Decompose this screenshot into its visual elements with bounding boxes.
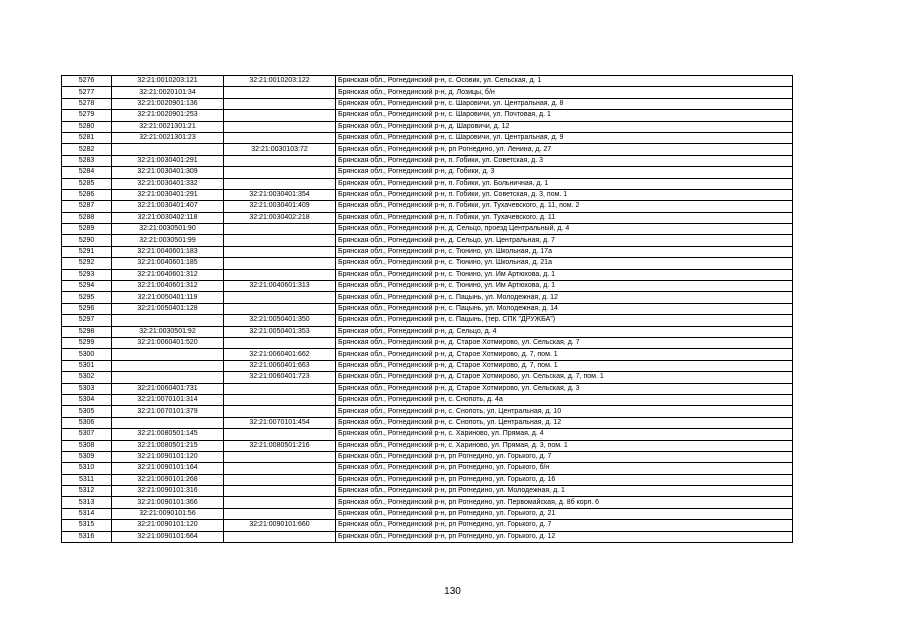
- related-cadastral-number-cell: 32:21:0030401:409: [224, 201, 336, 212]
- table-row: [62, 486, 793, 497]
- address-cell: Брянская обл., Рогнединский р-н, с. Тюнино, ул. Им Артюхова, д. 1: [336, 281, 793, 292]
- address-cell: Брянская обл., Рогнединский р-н, рп Рогнедино, ул. Горького, д. 16: [336, 474, 793, 485]
- address-cell: Брянская обл., Рогнединский р-н, рп Рогнедино, ул. Первомайская, д. 8б корп. 6: [336, 497, 793, 508]
- cadastral-number-cell: 32:21:0060401:520: [112, 337, 224, 348]
- table-row: [62, 315, 793, 326]
- row-number-cell: 5290: [62, 235, 112, 246]
- row-number-cell: 5302: [62, 372, 112, 383]
- table-row: [62, 372, 793, 383]
- cadastral-number-cell: 32:21:0030501:99: [112, 235, 224, 246]
- related-cadastral-number-cell: [224, 110, 336, 121]
- table-row: [62, 155, 793, 166]
- address-cell: Брянская обл., Рогнединский р-н, с. Хариново, ул. Прямая, д. 4: [336, 429, 793, 440]
- table-row: [62, 132, 793, 143]
- cadastral-number-cell: 32:21:0030501:92: [112, 326, 224, 337]
- row-number-cell: 5304: [62, 394, 112, 405]
- address-cell: Брянская обл., Рогнединский р-н, с. Шаровичи, ул. Центральная, д. 9: [336, 132, 793, 143]
- row-number-cell: 5292: [62, 258, 112, 269]
- row-number-cell: 5297: [62, 315, 112, 326]
- address-cell: Брянская обл., Рогнединский р-н, п. Гобики, ул. Больничная, д. 1: [336, 178, 793, 189]
- address-cell: Брянская обл., Рогнединский р-н, с. Шаровичи, ул. Центральная, д. 8: [336, 98, 793, 109]
- related-cadastral-number-cell: [224, 508, 336, 519]
- table-row: [62, 269, 793, 280]
- address-cell: Брянская обл., Рогнединский р-н, с. Шаровичи, ул. Почтовая, д. 1: [336, 110, 793, 121]
- row-number-cell: 5285: [62, 178, 112, 189]
- row-number-cell: 5316: [62, 531, 112, 542]
- related-cadastral-number-cell: [224, 337, 336, 348]
- cadastral-number-cell: 32:21:0080501:145: [112, 429, 224, 440]
- address-cell: Брянская обл., Рогнединский р-н, д. Старое Хотмирово, д. 7, пом. 1: [336, 349, 793, 360]
- row-number-cell: 5311: [62, 474, 112, 485]
- address-cell: Брянская обл., Рогнединский р-н, п. Гобики, ул. Советская, д. 3, пом. 1: [336, 189, 793, 200]
- table-row: [62, 463, 793, 474]
- row-number-cell: 5281: [62, 132, 112, 143]
- address-cell: Брянская обл., Рогнединский р-н, д. Старое Хотмирово, ул. Сельская, д. 3: [336, 383, 793, 394]
- related-cadastral-number-cell: [224, 132, 336, 143]
- row-number-cell: 5291: [62, 246, 112, 257]
- address-cell: Брянская обл., Рогнединский р-н, с. Пацынь, (тер. СПК "ДРУЖБА"): [336, 315, 793, 326]
- row-number-cell: 5278: [62, 98, 112, 109]
- table-row: [62, 303, 793, 314]
- related-cadastral-number-cell: [224, 497, 336, 508]
- cadastral-number-cell: 32:21:0080501:215: [112, 440, 224, 451]
- cadastral-number-cell: 32:21:0090101:366: [112, 497, 224, 508]
- row-number-cell: 5307: [62, 429, 112, 440]
- cadastral-number-cell: 32:21:0040601:185: [112, 258, 224, 269]
- related-cadastral-number-cell: 32:21:0050401:350: [224, 315, 336, 326]
- related-cadastral-number-cell: [224, 406, 336, 417]
- table-row: [62, 281, 793, 292]
- cadastral-number-cell: 32:21:0090101:56: [112, 508, 224, 519]
- address-cell: Брянская обл., Рогнединский р-н, п. Гобики, ул. Тухачевского, д. 11: [336, 212, 793, 223]
- address-cell: Брянская обл., Рогнединский р-н, п. Гобики, ул. Тухачевского, д. 11, пом. 2: [336, 201, 793, 212]
- table-row: [62, 189, 793, 200]
- table-row: [62, 235, 793, 246]
- related-cadastral-number-cell: 32:21:0030103:72: [224, 144, 336, 155]
- related-cadastral-number-cell: 32:21:0060401:663: [224, 360, 336, 371]
- address-cell: Брянская обл., Рогнединский р-н, с. Снопоть, ул. Центральная, д. 12: [336, 417, 793, 428]
- related-cadastral-number-cell: 32:21:0040601:313: [224, 281, 336, 292]
- page-number: 130: [444, 586, 461, 597]
- address-cell: Брянская обл., Рогнединский р-н, рп Рогнедино, ул. Молодежная, д. 1: [336, 486, 793, 497]
- cadastral-number-cell: 32:21:0050401:119: [112, 292, 224, 303]
- address-cell: Брянская обл., Рогнединский р-н, рп Рогнедино, ул. Горького, д. 7: [336, 451, 793, 462]
- address-cell: Брянская обл., Рогнединский р-н, с. Тюнино, ул. Школьная, д. 21а: [336, 258, 793, 269]
- related-cadastral-number-cell: [224, 486, 336, 497]
- table-row: [62, 394, 793, 405]
- related-cadastral-number-cell: [224, 167, 336, 178]
- table-row: [62, 451, 793, 462]
- table-row: [62, 440, 793, 451]
- table-row: [62, 349, 793, 360]
- table-row: [62, 417, 793, 428]
- address-cell: Брянская обл., Рогнединский р-н, с. Пацынь, ул. Молодежная, д. 14: [336, 303, 793, 314]
- related-cadastral-number-cell: [224, 246, 336, 257]
- related-cadastral-number-cell: 32:21:0070101:454: [224, 417, 336, 428]
- cadastral-number-cell: 32:21:0070101:379: [112, 406, 224, 417]
- cadastral-number-cell: 32:21:0070101:314: [112, 394, 224, 405]
- cadastral-number-cell: 32:21:0030401:291: [112, 189, 224, 200]
- address-cell: Брянская обл., Рогнединский р-н, д. Сельцо, ул. Центральная, д. 7: [336, 235, 793, 246]
- table-row: [62, 246, 793, 257]
- address-cell: Брянская обл., Рогнединский р-н, д. Лозицы, б/н: [336, 87, 793, 98]
- related-cadastral-number-cell: 32:21:0050401:353: [224, 326, 336, 337]
- cadastral-number-cell: [112, 417, 224, 428]
- table-row: [62, 429, 793, 440]
- table-row: [62, 201, 793, 212]
- address-cell: Брянская обл., Рогнединский р-н, д. Шаровичи, д. 12: [336, 121, 793, 132]
- table-row: [62, 326, 793, 337]
- related-cadastral-number-cell: [224, 451, 336, 462]
- row-number-cell: 5298: [62, 326, 112, 337]
- related-cadastral-number-cell: [224, 224, 336, 235]
- related-cadastral-number-cell: [224, 87, 336, 98]
- address-cell: Брянская обл., Рогнединский р-н, с. Тюнино, ул. Им Артюхова, д. 1: [336, 269, 793, 280]
- row-number-cell: 5301: [62, 360, 112, 371]
- table-row: [62, 406, 793, 417]
- cadastral-number-cell: 32:21:0010203:121: [112, 76, 224, 87]
- row-number-cell: 5286: [62, 189, 112, 200]
- related-cadastral-number-cell: [224, 463, 336, 474]
- cadastral-number-cell: 32:21:0030401:332: [112, 178, 224, 189]
- cadastral-number-cell: 32:21:0030401:407: [112, 201, 224, 212]
- row-number-cell: 5305: [62, 406, 112, 417]
- cadastral-number-cell: 32:21:0090101:120: [112, 451, 224, 462]
- related-cadastral-number-cell: [224, 474, 336, 485]
- address-cell: Брянская обл., Рогнединский р-н, д. Старое Хотмирово, ул. Сельская, д. 7, пом. 1: [336, 372, 793, 383]
- address-cell: Брянская обл., Рогнединский р-н, рп Рогнедино, ул. Горького, д. 21: [336, 508, 793, 519]
- cadastral-number-cell: 32:21:0020101:34: [112, 87, 224, 98]
- address-cell: Брянская обл., Рогнединский р-н, с. Снопоть, д. 4а: [336, 394, 793, 405]
- related-cadastral-number-cell: [224, 303, 336, 314]
- cadastral-number-cell: 32:21:0020901:253: [112, 110, 224, 121]
- address-cell: Брянская обл., Рогнединский р-н, д. Сельцо, д. 4: [336, 326, 793, 337]
- related-cadastral-number-cell: 32:21:0030401:354: [224, 189, 336, 200]
- row-number-cell: 5280: [62, 121, 112, 132]
- cadastral-number-cell: [112, 360, 224, 371]
- related-cadastral-number-cell: [224, 178, 336, 189]
- table-row: [62, 337, 793, 348]
- row-number-cell: 5283: [62, 155, 112, 166]
- cadastral-number-cell: 32:21:0090101:164: [112, 463, 224, 474]
- row-number-cell: 5300: [62, 349, 112, 360]
- address-cell: Брянская обл., Рогнединский р-н, рп Рогнедино, ул. Горького, д. 7: [336, 520, 793, 531]
- row-number-cell: 5293: [62, 269, 112, 280]
- related-cadastral-number-cell: [224, 121, 336, 132]
- address-cell: Брянская обл., Рогнединский р-н, д. Сельцо, проезд Центральный, д. 4: [336, 224, 793, 235]
- address-cell: Брянская обл., Рогнединский р-н, рп Рогнедино, ул. Горького, б/н: [336, 463, 793, 474]
- address-cell: Брянская обл., Рогнединский р-н, с. Пацынь, ул. Молодежная, д. 12: [336, 292, 793, 303]
- row-number-cell: 5289: [62, 224, 112, 235]
- related-cadastral-number-cell: [224, 98, 336, 109]
- address-cell: Брянская обл., Рогнединский р-н, д. Старое Хотмирово, ул. Сельская, д. 7: [336, 337, 793, 348]
- table-row: [62, 212, 793, 223]
- address-cell: Брянская обл., Рогнединский р-н, с. Снопоть, ул. Центральная, д. 10: [336, 406, 793, 417]
- related-cadastral-number-cell: [224, 292, 336, 303]
- table-body: [62, 76, 793, 543]
- row-number-cell: 5296: [62, 303, 112, 314]
- cadastral-number-cell: 32:21:0021301:23: [112, 132, 224, 143]
- row-number-cell: 5312: [62, 486, 112, 497]
- related-cadastral-number-cell: 32:21:0030402:218: [224, 212, 336, 223]
- table-row: [62, 531, 793, 542]
- cadastral-number-cell: [112, 372, 224, 383]
- related-cadastral-number-cell: 32:21:0080501:216: [224, 440, 336, 451]
- cadastral-number-cell: 32:21:0090101:120: [112, 520, 224, 531]
- related-cadastral-number-cell: [224, 394, 336, 405]
- address-cell: Брянская обл., Рогнединский р-н, д. Гобики, д. 3: [336, 167, 793, 178]
- property-table: [61, 75, 793, 543]
- row-number-cell: 5315: [62, 520, 112, 531]
- related-cadastral-number-cell: 32:21:0060401:662: [224, 349, 336, 360]
- cadastral-number-cell: [112, 349, 224, 360]
- cadastral-number-cell: 32:21:0020901:136: [112, 98, 224, 109]
- row-number-cell: 5310: [62, 463, 112, 474]
- table-row: [62, 497, 793, 508]
- row-number-cell: 5276: [62, 76, 112, 87]
- address-cell: Брянская обл., Рогнединский р-н, с. Осовик, ул. Сельская, д. 1: [336, 76, 793, 87]
- related-cadastral-number-cell: [224, 269, 336, 280]
- address-cell: Брянская обл., Рогнединский р-н, с. Хариново, ул. Прямая, д. 3, пом. 1: [336, 440, 793, 451]
- table-row: [62, 144, 793, 155]
- table-row: [62, 110, 793, 121]
- row-number-cell: 5277: [62, 87, 112, 98]
- table-row: [62, 474, 793, 485]
- row-number-cell: 5288: [62, 212, 112, 223]
- row-number-cell: 5295: [62, 292, 112, 303]
- address-cell: Брянская обл., Рогнединский р-н, рп Рогнедино, ул. Горького, д. 12: [336, 531, 793, 542]
- cadastral-number-cell: 32:21:0040601:312: [112, 269, 224, 280]
- related-cadastral-number-cell: [224, 155, 336, 166]
- cadastral-number-cell: 32:21:0030402:118: [112, 212, 224, 223]
- table-row: [62, 98, 793, 109]
- row-number-cell: 5314: [62, 508, 112, 519]
- table-row: [62, 87, 793, 98]
- related-cadastral-number-cell: [224, 235, 336, 246]
- cadastral-number-cell: 32:21:0040601:312: [112, 281, 224, 292]
- row-number-cell: 5287: [62, 201, 112, 212]
- cadastral-number-cell: 32:21:0030401:309: [112, 167, 224, 178]
- row-number-cell: 5303: [62, 383, 112, 394]
- table-row: [62, 178, 793, 189]
- cadastral-number-cell: 32:21:0030501:90: [112, 224, 224, 235]
- table-row: [62, 258, 793, 269]
- related-cadastral-number-cell: 32:21:0010203:122: [224, 76, 336, 87]
- cadastral-number-cell: [112, 144, 224, 155]
- table-row: [62, 508, 793, 519]
- row-number-cell: 5282: [62, 144, 112, 155]
- row-number-cell: 5308: [62, 440, 112, 451]
- cadastral-number-cell: 32:21:0030401:291: [112, 155, 224, 166]
- cadastral-number-cell: 32:21:0060401:731: [112, 383, 224, 394]
- row-number-cell: 5294: [62, 281, 112, 292]
- related-cadastral-number-cell: [224, 258, 336, 269]
- table-row: [62, 360, 793, 371]
- address-cell: Брянская обл., Рогнединский р-н, п. Гобики, ул. Советская, д. 3: [336, 155, 793, 166]
- cadastral-number-cell: 32:21:0050401:128: [112, 303, 224, 314]
- address-cell: Брянская обл., Рогнединский р-н, д. Старое Хотмирово, д. 7, пом. 1: [336, 360, 793, 371]
- cadastral-number-cell: 32:21:0090101:664: [112, 531, 224, 542]
- table-row: [62, 224, 793, 235]
- table-row: [62, 292, 793, 303]
- address-cell: Брянская обл., Рогнединский р-н, с. Тюнино, ул. Школьная, д. 17а: [336, 246, 793, 257]
- row-number-cell: 5279: [62, 110, 112, 121]
- row-number-cell: 5284: [62, 167, 112, 178]
- related-cadastral-number-cell: [224, 429, 336, 440]
- address-cell: Брянская обл., Рогнединский р-н, рп Рогнедино, ул. Ленина, д. 27: [336, 144, 793, 155]
- cadastral-number-cell: 32:21:0090101:316: [112, 486, 224, 497]
- cadastral-number-cell: 32:21:0021301:21: [112, 121, 224, 132]
- cadastral-number-cell: 32:21:0090101:268: [112, 474, 224, 485]
- related-cadastral-number-cell: 32:21:0060401:723: [224, 372, 336, 383]
- related-cadastral-number-cell: [224, 531, 336, 542]
- cadastral-number-cell: [112, 315, 224, 326]
- cadastral-number-cell: 32:21:0040601:183: [112, 246, 224, 257]
- row-number-cell: 5299: [62, 337, 112, 348]
- row-number-cell: 5306: [62, 417, 112, 428]
- related-cadastral-number-cell: 32:21:0090101:660: [224, 520, 336, 531]
- row-number-cell: 5309: [62, 451, 112, 462]
- table-row: [62, 383, 793, 394]
- table-row: [62, 121, 793, 132]
- table-row: [62, 520, 793, 531]
- row-number-cell: 5313: [62, 497, 112, 508]
- table-row: [62, 76, 793, 87]
- table-row: [62, 167, 793, 178]
- related-cadastral-number-cell: [224, 383, 336, 394]
